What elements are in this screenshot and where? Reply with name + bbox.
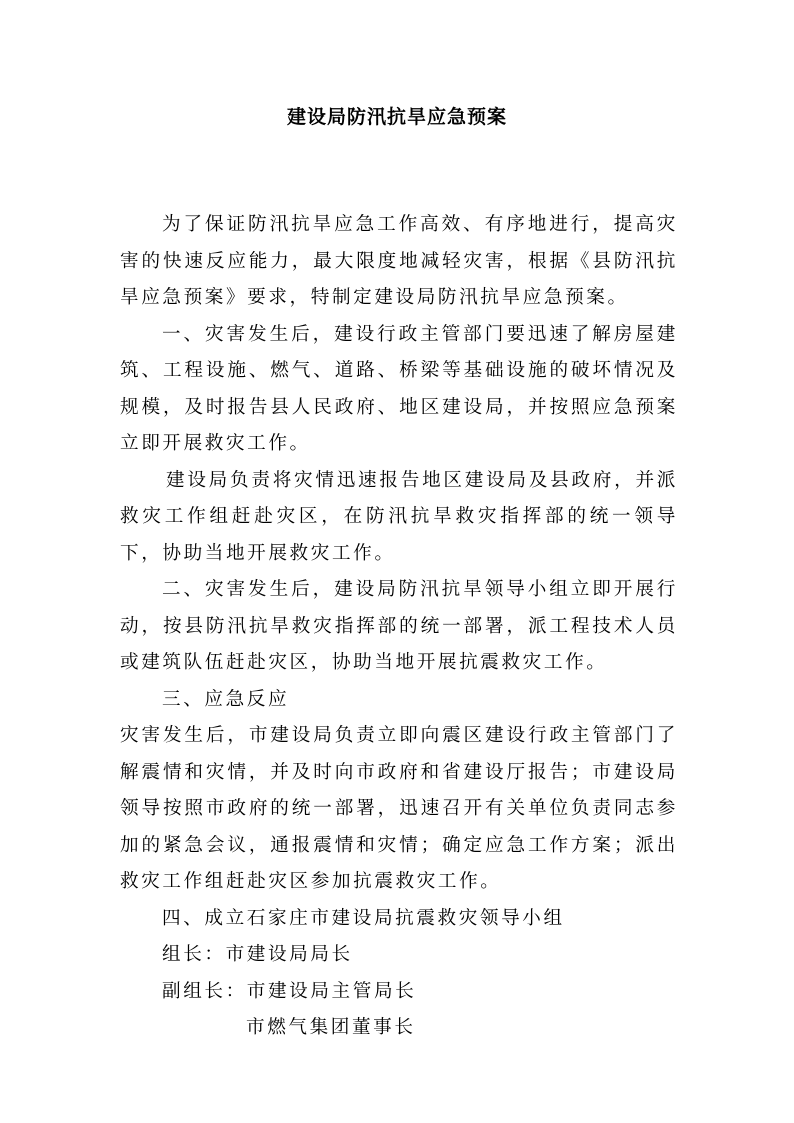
report-paragraph: 建设局负责将灾情迅速报告地区建设局及县政府，并派救灾工作组赶赴灾区，在防汛抗旱救灾指挥部的统一领导下，协助当地开展救灾工作。 — [120, 469, 678, 564]
document-body — [120, 207, 678, 1047]
section-two-paragraph: 二、灾害发生后，建设局防汛抗旱领导小组立即开展行动，按县防汛抗旱救灾指挥部的统一部署，派工程技术人员或建筑队伍赶赴灾区，协助当地开展抗震救灾工作。 — [120, 579, 678, 673]
deputy-leader-line: 副组长：市建设局主管局长 — [162, 980, 417, 1002]
deputy-leader-line-2: 市燃气集团董事长 — [246, 1017, 416, 1038]
leader-line: 组长：市建设局局长 — [162, 944, 353, 965]
section-one-paragraph: 一、灾害发生后，建设行政主管部门要迅速了解房屋建筑、工程设施、燃气、道路、桥梁等基础设施的破坏情况及规模，及时报告县人民政府、地区建设局，并按照应急预案立即开展救灾工作。 — [120, 323, 678, 454]
document-title: 建设局防汛抗旱应急预案 — [286, 106, 507, 128]
intro-paragraph: 为了保证防汛抗旱应急工作高效、有序地进行，提高灾害的快速反应能力，最大限度地减轻灾害，根据《县防汛抗旱应急预案》要求，特制定建设局防汛抗旱应急预案。 — [120, 214, 678, 308]
emergency-response-paragraph: 灾害发生后，市建设局负责立即向震区建设行政主管部门了解震情和灾情，并及时向市政府和省建设厅报告；市建设局领导按照市政府的统一部署，迅速召开有关单位负责同志参加的紧急会议，通报震情和灾情；确定应急工作方案；派出救灾工作组赶赴灾区参加抗震救灾工作。 — [120, 725, 678, 892]
section-four-heading: 四、成立石家庄市建设局抗震救灾领导小组 — [162, 907, 565, 929]
section-three-heading: 三、应急反应 — [162, 688, 290, 710]
